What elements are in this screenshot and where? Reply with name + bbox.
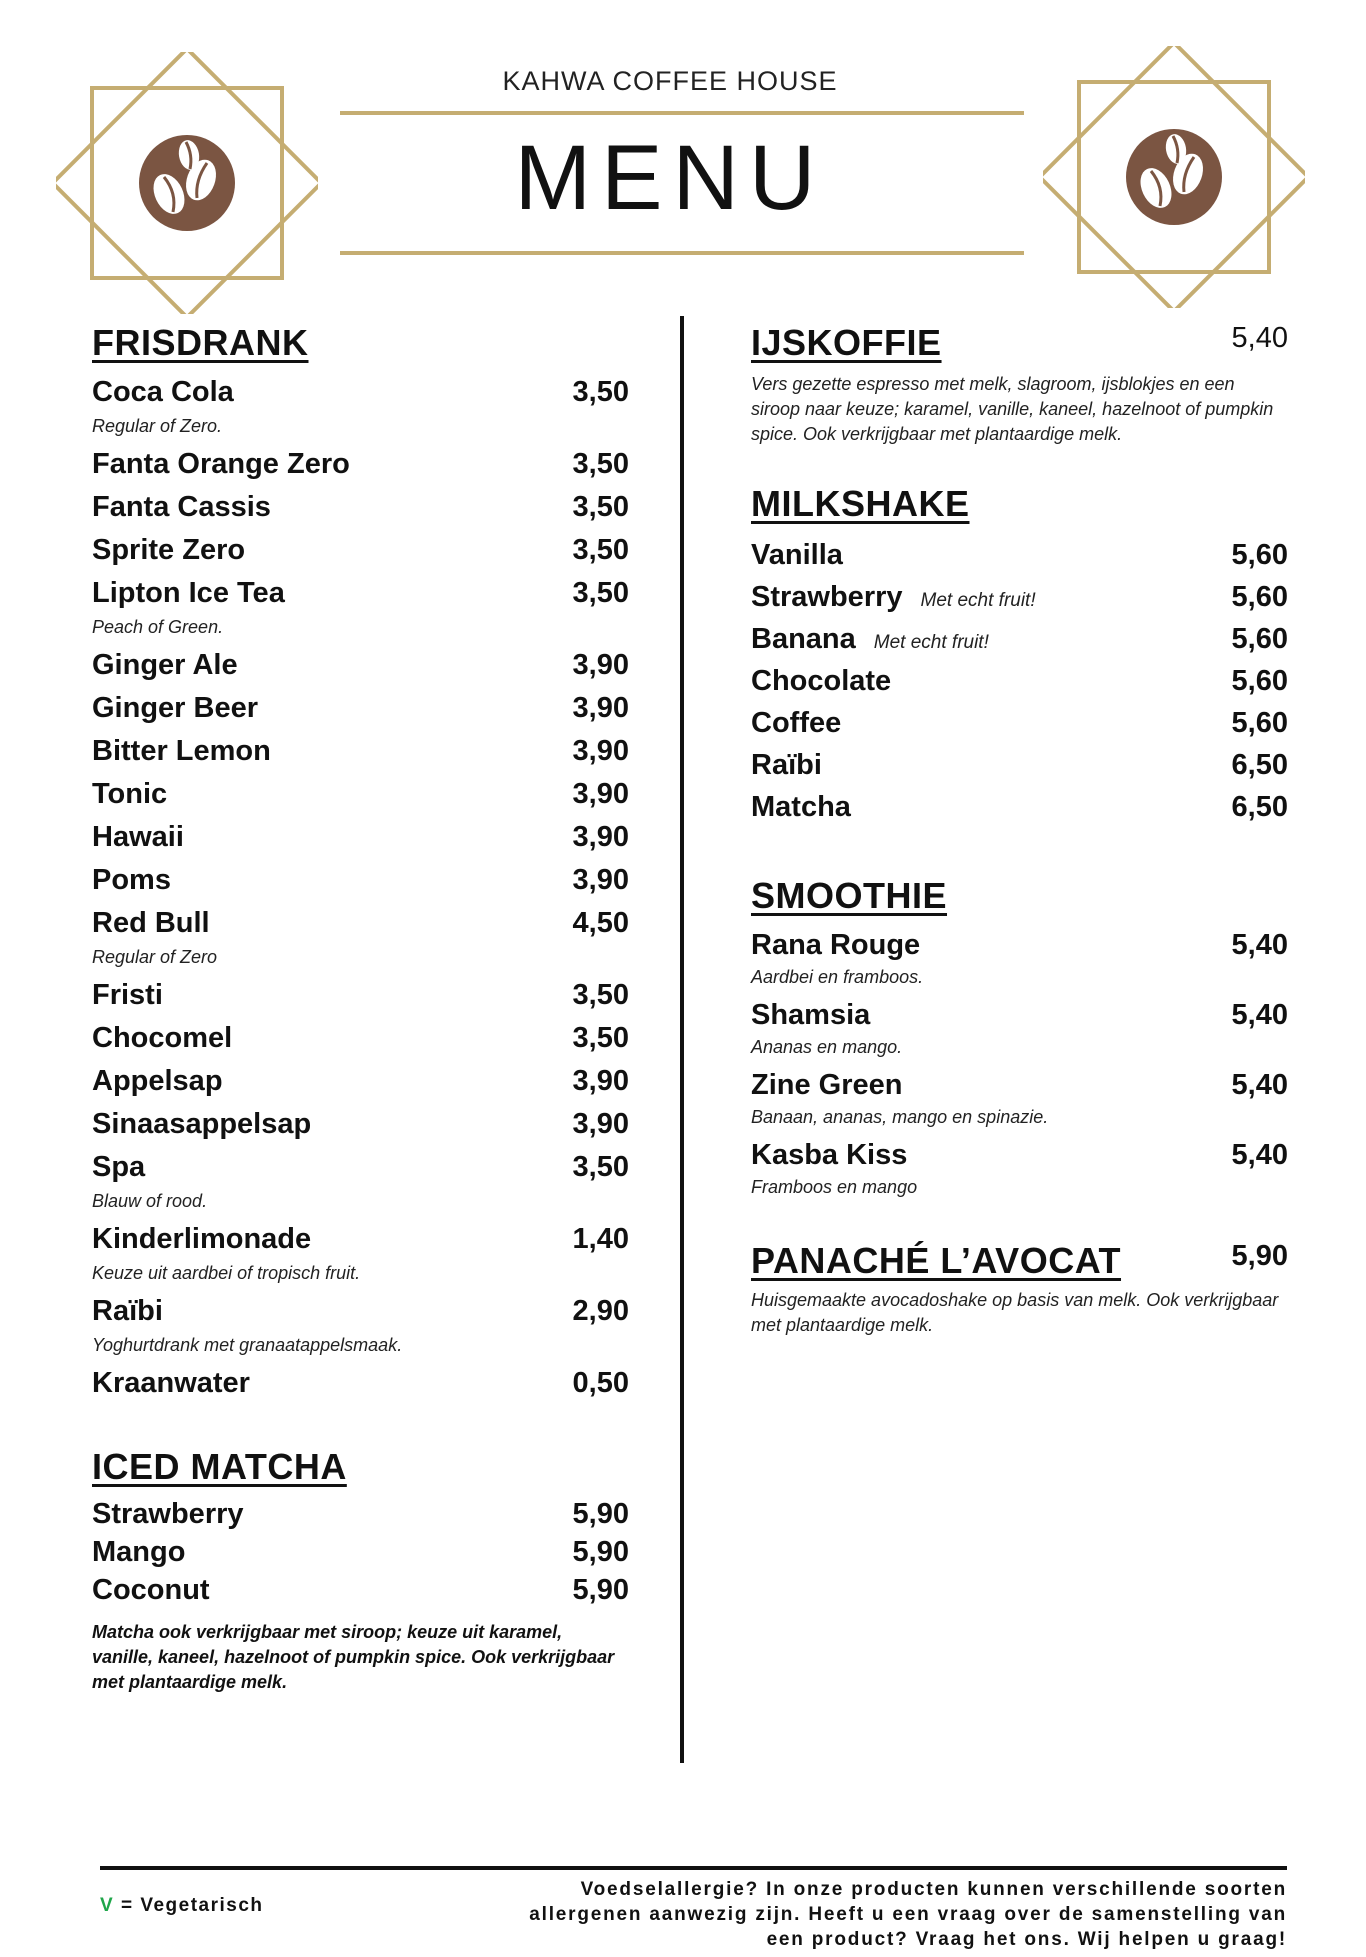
menu-item (92, 491, 629, 534)
item-price: 4,50 (572, 907, 629, 939)
item-name (92, 534, 245, 567)
item-name-text: Mango (92, 1536, 186, 1568)
item-name-text: Coca Cola (92, 376, 234, 408)
item-price: 3,90 (572, 1065, 629, 1097)
item-description: Ananas en mango. (751, 1037, 903, 1057)
ijskoffie-price: 5,40 (1231, 322, 1288, 354)
item-name (751, 539, 843, 572)
item-name (92, 1574, 210, 1607)
item-name-text: Lipton Ice Tea (92, 577, 285, 609)
ijskoffie-description: Vers gezette espresso met melk, slagroom, ijsblokjes en een siroop naar keuze; karamel, vanille, kaneel, hazelnoot of pumpkin spice. Ook verkrijgbaar met plantaardige melk. (751, 374, 1274, 444)
menu-item (92, 1295, 629, 1338)
item-price: 3,90 (572, 1108, 629, 1140)
item-name-text: Hawaii (92, 821, 184, 853)
menu-item (751, 707, 1288, 749)
right-column (751, 322, 1288, 1338)
menu-item (92, 534, 629, 577)
item-name-text: Ginger Beer (92, 692, 258, 724)
item-price: 5,40 (1231, 999, 1288, 1031)
item-name (92, 376, 234, 409)
item-name (92, 1151, 145, 1184)
iced-matcha-note: Matcha ook verkrijgbaar met siroop; keuze uit karamel, vanille, kaneel, hazelnoot of pumpkin spice. Ook verkrijgbaar met plantaardige melk. (92, 1622, 615, 1692)
item-name (751, 749, 822, 782)
item-name (751, 929, 920, 962)
item-name-text: Ginger Ale (92, 649, 238, 681)
item-name-text: Bitter Lemon (92, 735, 271, 767)
menu-item (751, 665, 1288, 707)
panache-price: 5,90 (1231, 1240, 1288, 1272)
menu-item (751, 623, 1288, 665)
item-name-text: Chocomel (92, 1022, 233, 1054)
menu-item (92, 376, 629, 419)
item-name-text: Raïbi (92, 1295, 163, 1327)
item-price: 5,60 (1231, 539, 1288, 571)
item-price: 2,90 (572, 1295, 629, 1327)
item-price: 3,50 (572, 1151, 629, 1183)
item-name (92, 1536, 185, 1569)
item-price: 3,90 (572, 692, 629, 724)
allergy-notice: Voedselallergie? In onze producten kunnen verschillende soorten allergenen aanwezig zijn. Heeft u een vraag over de samenstelling van een product? Vraag het ons. Wij helpen u graag! (529, 1879, 1287, 1950)
item-description: Banaan, ananas, mango en spinazie. (751, 1107, 1049, 1127)
item-price: 3,50 (572, 491, 629, 523)
ijskoffie-header (751, 322, 1288, 370)
item-name-text: Kraanwater (92, 1367, 250, 1399)
section-title-ijskoffie: IJSKOFFIE (751, 322, 942, 363)
vegetarian-mark: V (100, 1895, 115, 1916)
menu-item (92, 1498, 629, 1536)
item-price: 5,60 (1231, 707, 1288, 739)
item-name-text: Shamsia (751, 999, 871, 1031)
item-name-text: Vanilla (751, 539, 843, 571)
item-price: 5,40 (1231, 929, 1288, 961)
item-name (751, 665, 891, 698)
item-price: 0,50 (572, 1367, 629, 1399)
menu-item (92, 1367, 629, 1410)
item-name-text: Coffee (751, 707, 842, 739)
item-name (92, 907, 210, 940)
item-name-text: Fristi (92, 979, 163, 1011)
item-price: 3,50 (572, 376, 629, 408)
item-name (751, 791, 851, 824)
item-price: 5,60 (1231, 665, 1288, 697)
item-price: 5,60 (1231, 623, 1288, 655)
item-name-text: Poms (92, 864, 171, 896)
item-price: 3,50 (572, 534, 629, 566)
item-description: Yoghurtdrank met granaatappelsmaak. (92, 1335, 403, 1355)
menu-item (92, 649, 629, 692)
item-name-text: Spa (92, 1151, 146, 1183)
item-price: 6,50 (1231, 791, 1288, 823)
item-name-text: Fanta Orange Zero (92, 448, 350, 480)
menu-item (751, 749, 1288, 791)
item-name-text: Sprite Zero (92, 534, 246, 566)
header-divider-top (340, 111, 1024, 115)
menu-item (92, 907, 629, 950)
item-name (751, 1069, 903, 1102)
item-name (92, 1295, 163, 1328)
section-title-milkshake: MILKSHAKE (751, 483, 970, 524)
item-name-text: Strawberry (92, 1498, 244, 1530)
item-name-text: Red Bull (92, 907, 210, 939)
item-price: 3,90 (572, 649, 629, 681)
menu-item (92, 821, 629, 864)
menu-item (751, 929, 1288, 970)
item-name-text: Kasba Kiss (751, 1139, 908, 1171)
menu-item (751, 539, 1288, 581)
item-name (92, 1498, 244, 1531)
item-price: 5,90 (572, 1536, 629, 1568)
item-price: 3,50 (572, 448, 629, 480)
item-name (92, 1065, 223, 1098)
item-name-text: Banana (751, 623, 856, 655)
item-name (751, 623, 989, 656)
vegetarian-legend (100, 1895, 264, 1917)
item-price: 3,50 (572, 1022, 629, 1054)
panache-description: Huisgemaakte avocadoshake op basis van melk. Ook verkrijgbaar met plantaardige melk. (751, 1290, 1279, 1335)
footer-divider (100, 1866, 1287, 1870)
coffee-bean-ornament-icon (56, 52, 318, 314)
item-name (92, 864, 171, 897)
item-name-text: Tonic (92, 778, 168, 810)
page-title: MENU (514, 127, 826, 229)
coffee-bean-ornament-icon (1043, 46, 1305, 308)
item-name-text: Coconut (92, 1574, 210, 1606)
item-price: 5,60 (1231, 581, 1288, 613)
item-name-text: Matcha (751, 791, 851, 823)
item-price: 3,90 (572, 864, 629, 896)
menu-item (92, 1151, 629, 1194)
item-description: Aardbei en framboos. (751, 967, 924, 987)
panache-header (751, 1240, 1288, 1288)
section-title-frisdrank: FRISDRANK (92, 322, 309, 363)
item-description: Regular of Zero (92, 947, 218, 967)
item-price: 5,40 (1231, 1139, 1288, 1171)
item-description: Blauw of rood. (92, 1191, 208, 1211)
item-price: 3,90 (572, 735, 629, 767)
item-price: 3,50 (572, 577, 629, 609)
item-tag: Met echt fruit! (920, 590, 1036, 611)
menu-item (751, 1139, 1288, 1180)
item-name-text: Rana Rouge (751, 929, 921, 961)
menu-item (751, 999, 1288, 1040)
item-name (751, 1139, 907, 1172)
section-title-iced-matcha: ICED MATCHA (92, 1446, 347, 1487)
menu-item (92, 864, 629, 907)
item-name (92, 649, 238, 682)
item-price: 3,50 (572, 979, 629, 1011)
item-name (751, 999, 870, 1032)
item-name (92, 1108, 311, 1141)
item-name (92, 1367, 250, 1400)
item-name (92, 448, 350, 481)
item-name-text: Fanta Cassis (92, 491, 271, 523)
item-price: 1,40 (572, 1223, 629, 1255)
item-name-text: Zine Green (751, 1069, 903, 1101)
item-name-text: Chocolate (751, 665, 892, 697)
item-tag: Met echt fruit! (873, 632, 989, 653)
item-name-text: Sinaasappelsap (92, 1108, 312, 1140)
item-price: 3,90 (572, 821, 629, 853)
iced-matcha-list (92, 1498, 629, 1612)
item-price: 5,90 (572, 1498, 629, 1530)
item-name (751, 581, 1036, 614)
item-name (92, 1022, 232, 1055)
item-name (751, 707, 841, 740)
menu-item (92, 1536, 629, 1574)
section-title-smoothie: SMOOTHIE (751, 875, 948, 916)
menu-item (92, 979, 629, 1022)
item-description: Framboos en mango (751, 1177, 918, 1197)
item-name (92, 1223, 311, 1256)
item-name-text: Strawberry (751, 581, 903, 613)
menu-item (751, 1069, 1288, 1110)
item-price: 5,90 (572, 1574, 629, 1606)
menu-item (92, 1574, 629, 1612)
item-name-text: Raïbi (751, 749, 822, 781)
section-title-panache: PANACHÉ L’AVOCAT (751, 1240, 1122, 1281)
item-name (92, 979, 163, 1012)
milkshake-list (751, 539, 1288, 833)
item-name (92, 735, 271, 768)
header-divider-bottom (340, 251, 1024, 255)
column-divider (680, 316, 684, 1763)
item-name (92, 692, 258, 725)
smoothie-list (751, 929, 1288, 1200)
item-name (92, 821, 184, 854)
item-name-text: Kinderlimonade (92, 1223, 312, 1255)
menu-item (92, 735, 629, 778)
frisdrank-list (92, 376, 629, 1410)
menu-item (92, 1108, 629, 1151)
left-column (92, 322, 629, 1695)
menu-item (92, 1065, 629, 1108)
item-description: Keuze uit aardbei of tropisch fruit. (92, 1263, 361, 1283)
item-description: Peach of Green. (92, 617, 224, 637)
menu-item (92, 577, 629, 620)
brand-name: KAHWA COFFEE HOUSE (502, 66, 838, 96)
item-description: Regular of Zero. (92, 416, 223, 436)
menu-item (92, 1022, 629, 1065)
item-name (92, 778, 167, 811)
item-name (92, 491, 271, 524)
item-name-text: Appelsap (92, 1065, 223, 1097)
vegetarian-label: = Vegetarisch (120, 1895, 264, 1916)
item-price: 6,50 (1231, 749, 1288, 781)
item-price: 5,40 (1231, 1069, 1288, 1101)
menu-item (92, 692, 629, 735)
menu-item (92, 1223, 629, 1266)
menu-item (751, 581, 1288, 623)
item-name (92, 577, 285, 610)
menu-item (92, 448, 629, 491)
menu-item (751, 791, 1288, 833)
item-price: 3,90 (572, 778, 629, 810)
menu-item (92, 778, 629, 821)
